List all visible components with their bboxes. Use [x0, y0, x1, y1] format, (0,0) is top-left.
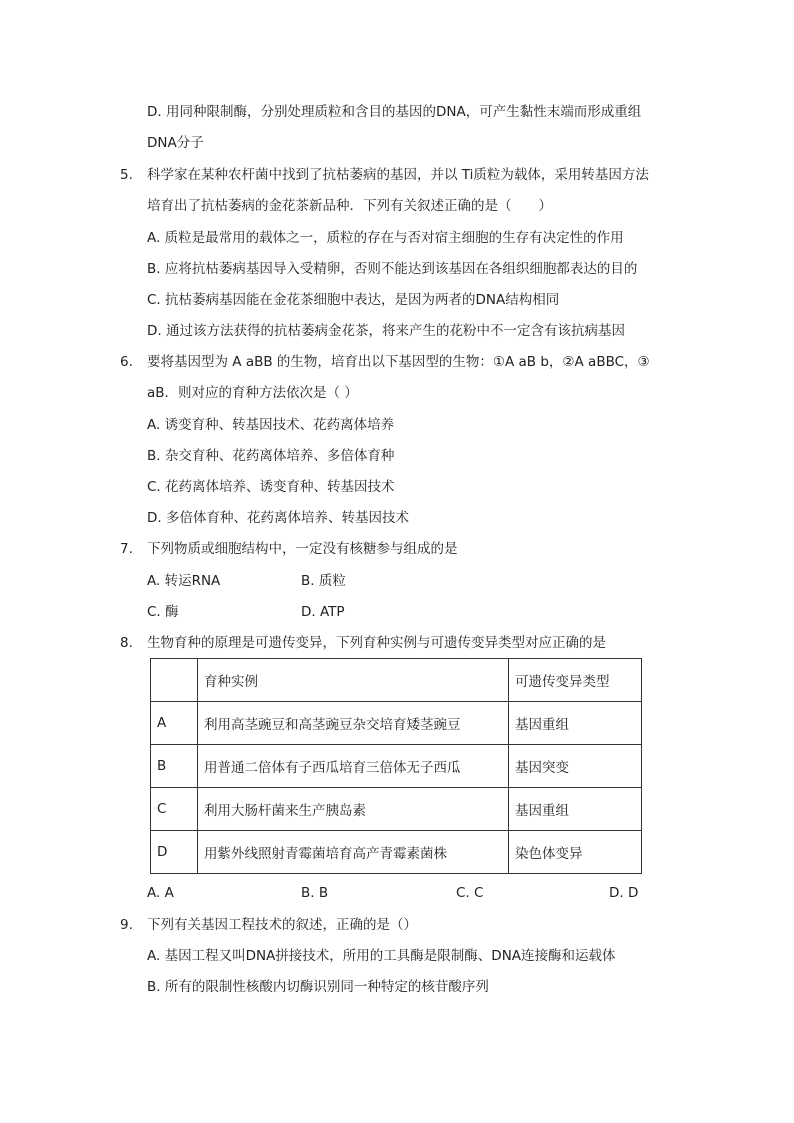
q9-option-a: A. 基因工程又叫DNA拼接技术，所用的工具酶是限制酶、DNA连接酶和运载体 [147, 948, 616, 964]
table-cell: 基因重组 [509, 788, 642, 831]
q5-option-c: C. 抗枯萎病基因能在金花茶细胞中表达，是因为两者的DNA结构相同 [147, 292, 560, 308]
q4-option-d-line1: D. 用同种限制酶，分别处理质粒和含目的基因的DNA，可产生黏性末端而形成重组 [147, 104, 642, 120]
table-row [151, 788, 642, 831]
q7-option-d: D. ATP [301, 604, 345, 620]
table-cell: A [151, 702, 198, 745]
q8-option-d: D. D [609, 885, 639, 901]
q5-stem-line1: 科学家在某种农杆菌中找到了抗枯萎病的基因，并以 Ti质粒为载体，采用转基因方法 [147, 167, 649, 183]
table-cell: D [151, 831, 198, 874]
q7-option-c: C. 酶 [147, 604, 179, 620]
q7-number: 7. [120, 541, 133, 557]
q8-option-a: A. A [147, 885, 174, 901]
breeding-table [150, 658, 642, 874]
table-header-cell [151, 659, 198, 702]
q6-stem-line1: 要将基因型为 A aBB 的生物，培育出以下基因型的生物：①A aB b，②A aBBC，③ [147, 354, 650, 370]
q7-option-b: B. 质粒 [301, 573, 346, 589]
q6-option-b: B. 杂交育种、花药离体培养、多倍体育种 [147, 448, 395, 464]
q9-number: 9. [120, 917, 133, 933]
q5-option-a: A. 质粒是最常用的载体之一，质粒的存在与否对宿主细胞的生存有决定性的作用 [147, 230, 624, 246]
q9-stem: 下列有关基因工程技术的叙述，正确的是（） [147, 917, 417, 933]
q6-number: 6. [120, 354, 133, 370]
table-cell: 基因突变 [509, 745, 642, 788]
q8-number: 8. [120, 635, 133, 651]
q7-stem: 下列物质或细胞结构中，一定没有核糖参与组成的是 [147, 541, 458, 557]
table-cell: 基因重组 [509, 702, 642, 745]
q9-option-b: B. 所有的限制性核酸内切酶识别同一种特定的核苷酸序列 [147, 979, 489, 995]
q6-option-d: D. 多倍体育种、花药离体培养、转基因技术 [147, 510, 409, 526]
q6-option-a: A. 诱变育种、转基因技术、花药离体培养 [147, 417, 395, 433]
table-cell: B [151, 745, 198, 788]
q7-option-a: A. 转运RNA [147, 573, 221, 589]
table-row [151, 702, 642, 745]
q6-option-c: C. 花药离体培养、诱变育种、转基因技术 [147, 479, 395, 495]
q6-stem-line2: aB．则对应的育种方法依次是（ ） [147, 385, 358, 401]
q8-option-b: B. B [301, 885, 329, 901]
q5-option-b: B. 应将抗枯萎病基因导入受精卵，否则不能达到该基因在各组织细胞都表达的目的 [147, 261, 638, 277]
table-row [151, 745, 642, 788]
table-header-row [151, 659, 642, 702]
q5-number: 5. [120, 167, 133, 183]
table-header-cell: 可遗传变异类型 [509, 659, 642, 702]
table-header-cell: 育种实例 [198, 659, 509, 702]
table-cell: 用普通二倍体有子西瓜培育三倍体无子西瓜 [198, 745, 509, 788]
table-cell: C [151, 788, 198, 831]
q8-option-c: C. C [456, 885, 484, 901]
table-row [151, 831, 642, 874]
table-cell: 用紫外线照射青霉菌培育高产青霉素菌株 [198, 831, 509, 874]
table-cell: 染色体变异 [509, 831, 642, 874]
table-cell: 利用高茎豌豆和高茎豌豆杂交培育矮茎豌豆 [198, 702, 509, 745]
q5-option-d: D. 通过该方法获得的抗枯萎病金花茶，将来产生的花粉中不一定含有该抗病基因 [147, 323, 625, 339]
q8-stem: 生物育种的原理是可遗传变异，下列育种实例与可遗传变异类型对应正确的是 [147, 635, 606, 651]
q5-stem-line2: 培育出了抗枯萎病的金花茶新品种．下列有关叙述正确的是（ ） [147, 198, 552, 214]
q4-option-d-line2: DNA分子 [147, 135, 204, 151]
table-cell: 利用大肠杆菌来生产胰岛素 [198, 788, 509, 831]
